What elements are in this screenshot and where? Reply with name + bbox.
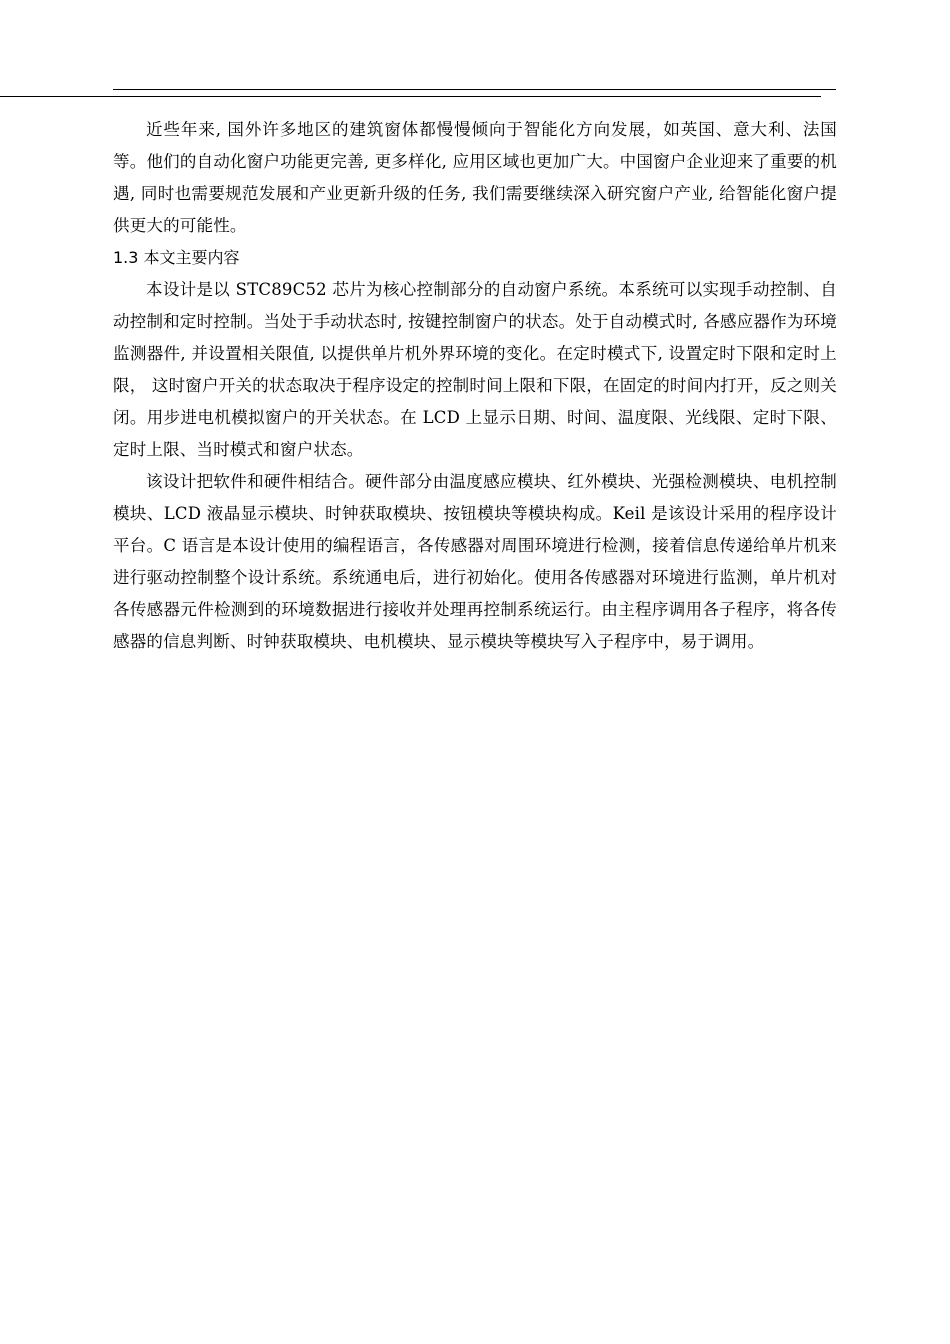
header-rule-top: [113, 89, 836, 90]
paragraph-intro: 近些年来, 国外许多地区的建筑窗体都慢慢倾向于智能化方向发展，如英国、意大利、法国等。他们的自动化窗户功能更完善, 更多样化, 应用区域也更加广大。中国窗户企业迎来了重要的机遇, 同时也需要规范发展和产业更新升级的任务, 我们需要继续深入研究窗户产业, 给智能化窗户提供更大的可能性。: [113, 120, 837, 235]
paragraph-design: 本设计是以 STC89C52 芯片为核心控制部分的自动窗户系统。本系统可以实现手动控制、自动控制和定时控制。当处于手动状态时, 按键控制窗户的状态。处于自动模式时, 各感应器作为环境监测器件, 并设置相关限值, 以提供单片机外界环境的变化。在定时模式下, 设置定时下限和定时上限， 这时窗户开关的状态取决于程序设定的控制时间上限和下限，在固定的时间内打开，反之则关闭。用步进电机模拟窗户的开关状态。在 LCD 上显示日期、时间、温度限、光线限、定时下限、定时上限、当时模式和窗户状态。: [113, 280, 837, 459]
section-heading: 1.3 本文主要内容: [113, 248, 240, 267]
header-rule-bottom: [0, 96, 821, 97]
page-content: [113, 114, 837, 658]
paragraph-hardware: 该设计把软件和硬件相结合。硬件部分由温度感应模块、红外模块、光强检测模块、电机控制模块、LCD 液晶显示模块、时钟获取模块、按钮模块等模块构成。Keil 是该设计采用的程序设计平台。C 语言是本设计使用的编程语言，各传感器对周围环境进行检测，接着信息传递给单片机来进行驱动控制整个设计系统。系统通电后，进行初始化。使用各传感器对环境进行监测，单片机对各传感器元件检测到的环境数据进行接收并处理再控制系统运行。由主程序调用各子程序，将各传感器的信息判断、时钟获取模块、电机模块、显示模块等模块写入子程序中，易于调用。: [113, 472, 837, 651]
